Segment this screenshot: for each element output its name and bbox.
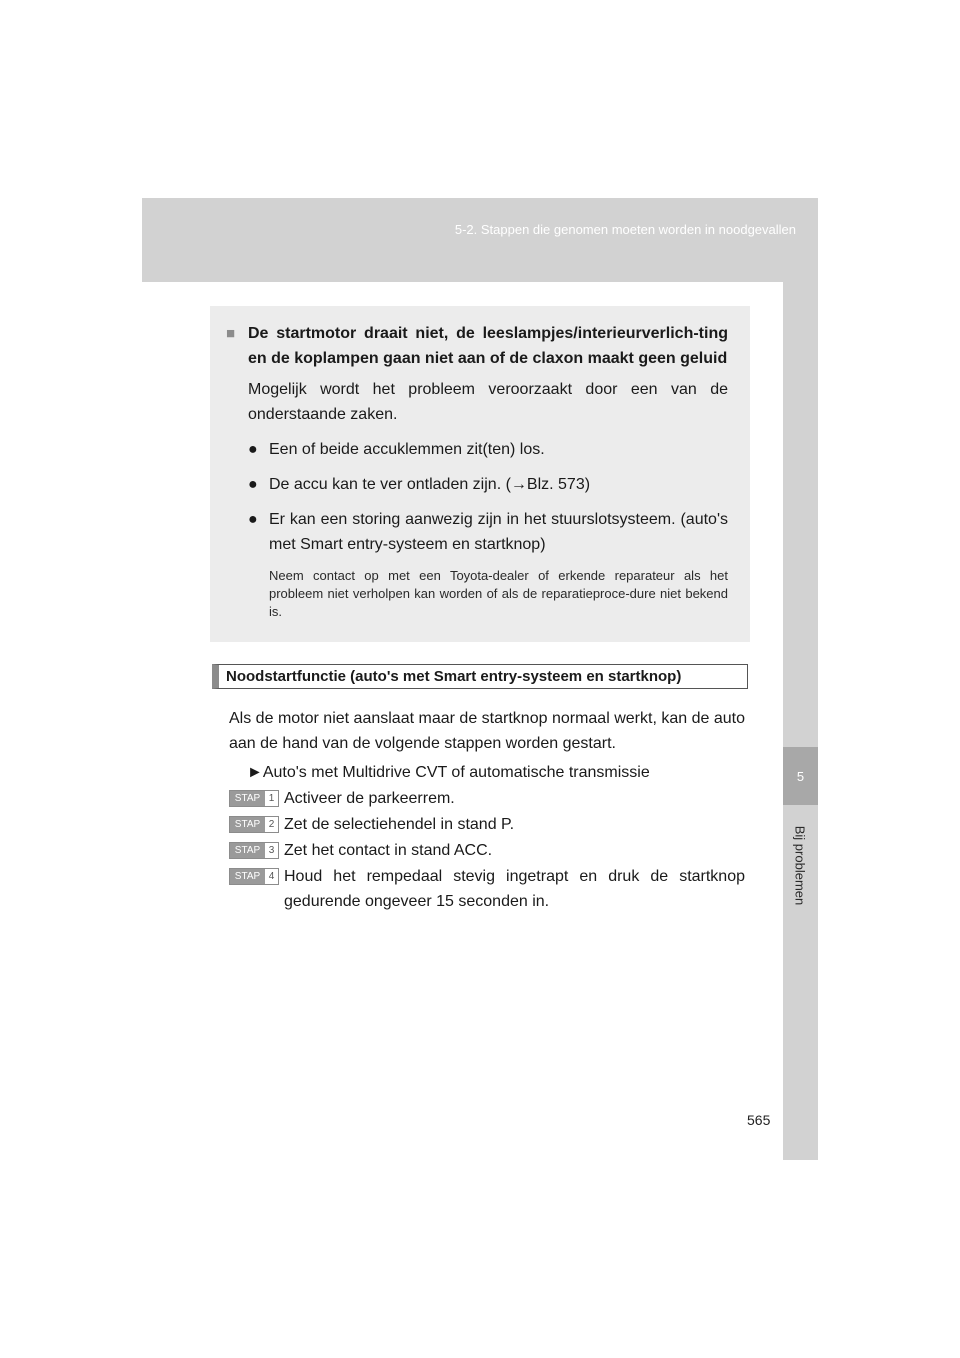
header-band [142,198,818,282]
list-item [248,507,728,557]
step-text: Houd het rempedaal stevig ingetrapt en druk de startknop gedurende ongeveer 15 seconden in. [284,868,745,910]
list-item [248,472,728,497]
chapter-number: 5 [796,769,805,784]
bullet-icon: ● [248,511,258,528]
section-intro: Als de motor niet aanslaat maar de startknop normaal werkt, kan de auto aan de hand van de volgende stappen worden gestart. [229,710,745,752]
list-item-text: De accu kan te ver ontladen zijn. (→Blz. 573) [269,476,591,493]
info-intro: Mogelijk wordt het probleem veroorzaakt door een van de onderstaande zaken. [248,381,728,423]
step-badge [229,816,279,833]
chapter-tab [783,747,818,805]
step-1 [229,786,745,811]
list-item-text: Er kan een storing aanwezig zijn in het stuurslotsysteem. (auto's met Smart entry-systeem en startknop) [269,511,728,553]
chapter-label: Bij problemen [792,825,808,906]
step-badge-label: STAP [230,843,265,858]
page-number: 565 [747,1112,771,1128]
section-subhead: ►Auto's met Multidrive CVT of automatische transmissie [247,764,650,781]
step-badge-number: 3 [265,843,278,858]
bullet-icon: ● [248,476,258,493]
step-badge [229,842,279,859]
step-2 [229,812,745,837]
step-badge-label: STAP [230,791,265,806]
info-heading [226,321,728,371]
step-text: Zet het contact in stand ACC. [284,842,493,859]
step-badge [229,868,279,885]
info-box [210,306,750,642]
bullet-icon: ● [248,441,258,458]
step-badge-label: STAP [230,869,265,884]
section-title: Noodstartfunctie (auto's met Smart entry-systeem en startknop) [212,664,748,689]
square-bullet-icon: ■ [226,325,236,342]
info-note: Neem contact op met een Toyota-dealer of erkende reparateur als het probleem niet verholpen kan worden of als de reparatieproce-dure niet bekend is. [269,568,728,619]
list-item-text: Een of beide accuklemmen zit(ten) los. [269,441,545,458]
step-badge-number: 4 [265,869,278,884]
side-strip [783,282,818,1160]
step-3 [229,838,745,863]
list-item [248,437,728,462]
info-heading-text: De startmotor draait niet, de leeslampjes/interieurverlich-ting en de koplampen gaan niet aan of de claxon maakt geen geluid [248,325,728,367]
step-4 [229,864,745,914]
step-text: Zet de selectiehendel in stand P. [284,816,515,833]
step-badge [229,790,279,807]
step-badge-label: STAP [230,817,265,832]
step-badge-number: 1 [265,791,278,806]
chapter-title: 5-2. Stappen die genomen moeten worden in noodgevallen [454,222,796,237]
step-text: Activeer de parkeerrem. [284,790,455,807]
step-badge-number: 2 [265,817,278,832]
